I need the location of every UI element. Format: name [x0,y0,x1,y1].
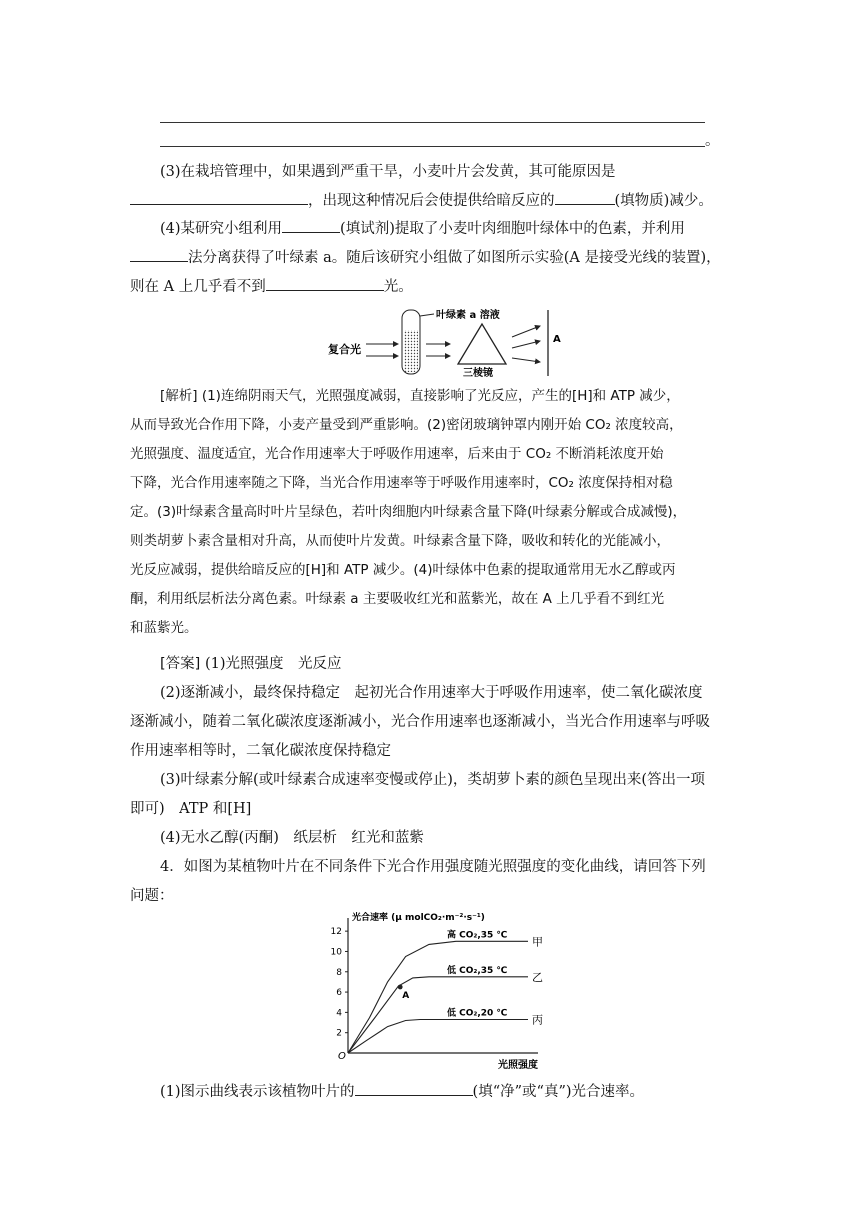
blank-field[interactable] [282,218,340,233]
series-condition-label: 高 CO₂,35 ℃ [447,930,508,941]
arrow [512,358,540,362]
y-tick-label: 4 [336,1008,342,1019]
point-a-marker [398,985,403,990]
blank-field[interactable] [130,247,188,262]
arrow [512,326,540,337]
answer-line-1a: [答案] (1)光照强度 光反应 [160,656,342,672]
answer-4: (4)无水乙醇(丙酮) 纸层析 红光和蓝紫 [160,830,424,846]
arrow [512,341,540,348]
line-end-mark: 。 [705,133,720,149]
solution-label: 叶绿素 a 溶液 [436,310,500,321]
answer-line-2 [160,146,705,147]
answer-2-line-3: 作用速率相等时，二氧化碳浓度保持稳定 [130,743,391,759]
series-line [348,941,528,1053]
y-tick-label: 12 [330,927,342,938]
q4-line2: 法分离获得了叶绿素 a。随后该研究小组做了如图所示实验(A 是接受光线的装置)， [130,247,730,268]
prism-experiment-figure [320,304,570,378]
compound-light-label: 复合光 [328,343,361,356]
origin-label: O [338,1051,346,1062]
answer-2-line-1: (2)逐渐减小，最终保持稳定 起初光合作用速率大于呼吸作用速率，使二氧化碳浓度 [160,685,703,701]
series-condition-label: 低 CO₂,20 ℃ [447,1008,508,1019]
analysis-text: (1)连绵阴雨天气，光照强度减弱，直接影响了光反应，产生的[H]和 ATP 减少， [201,388,680,404]
q3-line1: (3)在栽培管理中，如果遇到严重干旱，小麦叶片会发黄，其可能原因是 [160,164,616,180]
photosynthesis-chart [320,910,560,1070]
blank-field[interactable] [130,190,308,205]
analysis-line [130,444,730,464]
y-tick-label: 8 [336,967,342,978]
analysis-text: 光照强度、温度适宜，光合作用速率大于呼吸作用速率，后来由于 CO₂ 不断消耗浓度开始 [130,446,664,462]
answer-line-1 [160,122,705,123]
analysis-line [130,589,730,609]
analysis-line [130,531,730,551]
pointer-line [420,314,434,316]
q4-line1: (4)某研究小组利用 (填试剂)提取了小麦叶肉细胞叶绿体中的色素，并利用 [160,218,760,239]
analysis-line [130,415,730,435]
y-tick-label: 6 [336,988,342,999]
series-name-label: 甲 [532,935,543,949]
answer-2-line-2: 逐渐减小，随着二氧化碳浓度逐渐减小，光合作用速率也逐渐减小，当光合作用速率与呼吸 [130,714,710,730]
analysis-text: 酮，利用纸层析法分离色素。叶绿素 a 主要吸收红光和蓝紫光，故在 A 上几乎看不到红光 [130,591,665,607]
x-axis-label: 光照强度 [498,1060,538,1070]
analysis-line [130,502,730,522]
answer-3-line-1: (3)叶绿素分解(或叶绿素合成速率变慢或停止)，类胡萝卜素的颜色呈现出来(答出一项 [160,772,706,788]
series-name-label: 乙 [532,970,543,984]
analysis-tag: [解析] [160,388,202,404]
tube-solution [404,330,418,372]
series-condition-label: 低 CO₂,35 ℃ [447,965,508,976]
y-tick-label: 10 [330,947,342,958]
q4-sub1: (1)图示曲线表示该植物叶片的 (填“净”或“真”)光合速率。 [160,1081,760,1102]
series-name-label: 丙 [532,1013,543,1027]
q3-line2: ，出现这种情况后会使提供给暗反应的 (填物质)减少。 [130,190,730,211]
analysis-text: 和蓝紫光。 [130,620,198,636]
point-a-label: A [402,991,410,1001]
y-tick-label: 2 [336,1028,342,1039]
q4-stem-line2: 问题： [130,888,174,904]
analysis-line [130,618,730,638]
analysis-text: 则类胡萝卜素含量相对升高，从而使叶片发黄。叶绿素含量下降，吸收和转化的光能减小， [130,533,670,549]
q4-line3: 则在 A 上几乎看不到 光。 [130,276,730,297]
analysis-line [160,386,760,406]
blank-field[interactable] [266,276,384,291]
analysis-text: 下降，光合作用速率随之下降，当光合作用速率等于呼吸作用速率时，CO₂ 浓度保持相对稳 [130,475,673,491]
q4-stem-line1: 4．如图为某植物叶片在不同条件下光合作用强度随光照强度的变化曲线，请回答下列 [160,859,706,875]
analysis-text: 光反应减弱，提供给暗反应的[H]和 ATP 减少。(4)叶绿体中色素的提取通常用无水乙醇或丙 [130,562,676,578]
series-line [348,1020,528,1054]
prism [458,324,506,364]
y-axis-label: 光合速率 (μ molCO₂·m⁻²·s⁻¹) [352,913,485,923]
screen-label: A [553,334,561,345]
blank-field[interactable] [555,190,615,205]
analysis-text: 从而导致光合作用下降，小麦产量受到严重影响。(2)密闭玻璃钟罩内刚开始 CO₂ 浓度较高， [130,417,683,433]
analysis-text: 定。(3)叶绿素含量高时叶片呈绿色，若叶肉细胞内叶绿素含量下降(叶绿素分解或合成减慢)， [130,504,687,520]
answer-3-line-2: 即可) ATP 和[H] [130,801,252,817]
analysis-line [130,560,730,580]
blank-field[interactable] [355,1081,473,1096]
analysis-line [130,473,730,493]
prism-label: 三棱镜 [463,368,493,378]
